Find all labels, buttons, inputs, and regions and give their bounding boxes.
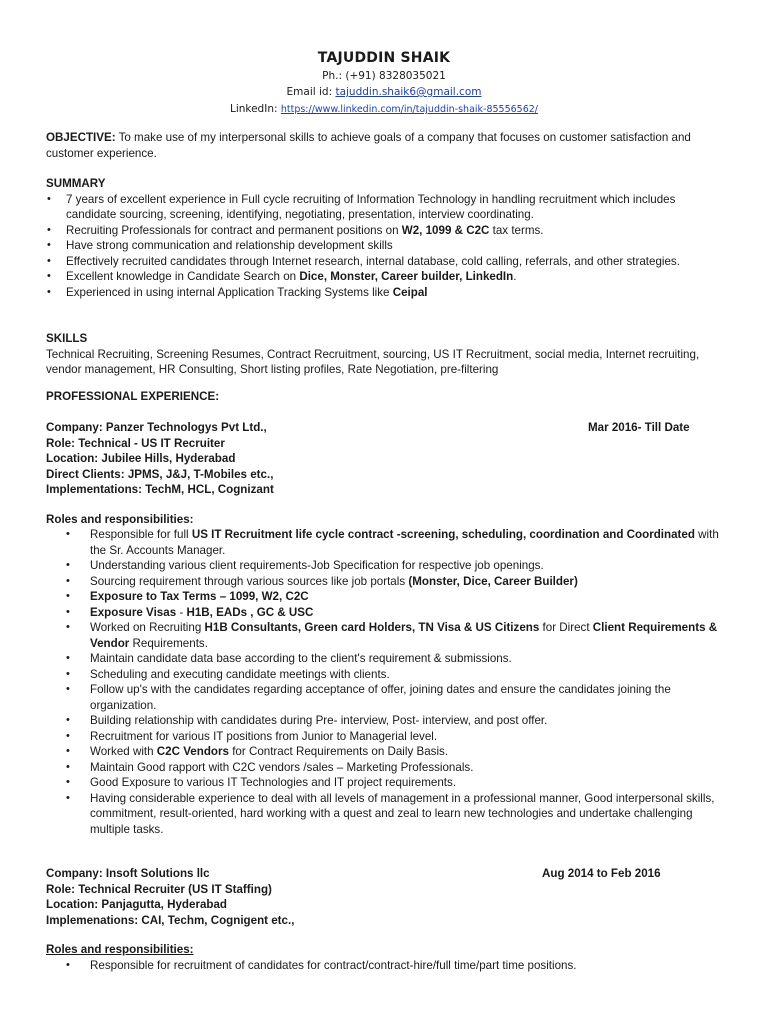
job-2-company-line [46, 866, 726, 882]
item-bold: W2, 1099 & C2C [401, 223, 490, 237]
responsibility-item [46, 958, 726, 974]
item-text: Worked on Recruiting [90, 621, 205, 634]
job-2-location: Location: Panjagutta, Hyderabad [46, 898, 228, 911]
item-bold: Ceipal [392, 285, 428, 299]
job-2-responsibilities [46, 958, 726, 974]
item-text: Requirements. [129, 636, 208, 650]
objective-label: OBJECTIVE: [46, 131, 116, 144]
job-1-clients: Direct Clients: JPMS, J&J, T-Mobiles etc., [46, 467, 274, 481]
responsibility-item [46, 620, 726, 651]
summary-item [46, 285, 726, 301]
item-text: Experienced in using internal Application Tracking Systems like [66, 285, 393, 299]
item-text: Excellent knowledge in Candidate Search on [66, 270, 300, 283]
item-text: Recruitment for various IT positions from Junior to Managerial level. [90, 729, 438, 743]
responsibility-item [46, 589, 726, 605]
responsibility-item [46, 574, 726, 590]
job-1-date: Mar 2016- Till Date [588, 421, 690, 434]
summary-list [46, 192, 726, 301]
item-bold: Exposure to Tax Terms – 1099, W2, C2C [90, 590, 309, 603]
job-1-implementations: Implementations: TechM, HCL, Cognizant [46, 483, 274, 496]
job-1-roles-heading: Roles and responsibilities: [46, 512, 194, 526]
item-text: 7 years of excellent experience in Full cycle recruiting of Information Technology in handling recruitment which includes candidate sourcing, screening, identifying, negotiating, presentation, interview coordinating. [66, 192, 676, 221]
email-link[interactable]: tajuddin.shaik6@gmail.com [335, 86, 482, 98]
summary-section [46, 176, 726, 300]
experience-heading [46, 389, 726, 405]
item-text: - [176, 605, 187, 619]
item-text: Have strong communication and relationship development skills [66, 239, 393, 252]
job-2-date: Aug 2014 to Feb 2016 [542, 867, 661, 880]
job-2-roles-heading: Roles and responsibilities: [46, 943, 194, 956]
item-bold: C2C Vendors [156, 745, 229, 758]
objective-section [46, 130, 726, 161]
item-text: Good Exposure to various IT Technologies and IT project requirements. [90, 776, 457, 789]
item-text: Recruiting Professionals for contract and permanent positions on [66, 223, 402, 237]
item-text: Responsible for full [90, 528, 192, 541]
item-bold: Exposure Visas [90, 605, 177, 619]
responsibility-item [46, 791, 726, 838]
linkedin-line [0, 103, 768, 115]
job-1-location: Location: Jubilee Hills, Hyderabad [46, 452, 236, 465]
item-bold: H1B Consultants, Green card Holders, TN Visa & US Citizens [204, 621, 540, 634]
job-1-company-line [46, 420, 726, 436]
item-text: Understanding various client requirements-Job Specification for respective job openings. [90, 559, 544, 572]
responsibility-item [46, 527, 726, 558]
responsibility-item [46, 682, 726, 713]
skills-text: Technical Recruiting, Screening Resumes, Contract Recruitment, sourcing, US IT Recruitment, social media, Internet recruiting, vendor management, HR Consulting, Short listing profiles, Rate Negotiation, pre-filtering [46, 347, 700, 376]
item-text: Effectively recruited candidates through Internet research, internal database, cold calling, referrals, and other strategies. [66, 254, 680, 268]
objective-text: To make use of my interpersonal skills to achieve goals of a company that focuses on customer satisfaction and customer experience. [46, 131, 691, 160]
item-bold: Dice, Monster, Career builder, LinkedIn [299, 270, 514, 283]
responsibility-item [46, 760, 726, 776]
item-bold: H1B, EADs , GC & USC [186, 605, 314, 619]
item-bold: US IT Recruitment life cycle contract -screening, scheduling, coordination and Coordinated [191, 528, 695, 541]
job-2-implementations: Implemenations: CAI, Techm, Cognigent etc., [46, 913, 295, 927]
summary-heading: SUMMARY [46, 177, 106, 190]
linkedin-link[interactable]: https://www.linkedin.com/in/tajuddin-shaik-85556562/ [280, 104, 539, 115]
item-bold: Client Requirements & Vendor [90, 621, 718, 650]
responsibility-item [46, 651, 726, 667]
phone-label: Ph.: [322, 70, 346, 82]
item-text: Worked with [90, 745, 157, 758]
item-text: Responsible for recruitment of candidates for contract/contract-hire/full time/part time positions. [90, 958, 577, 972]
summary-item [46, 254, 726, 270]
skills-heading: SKILLS [46, 332, 88, 345]
skills-section [46, 331, 726, 378]
responsibility-item [46, 775, 726, 791]
item-text: Maintain candidate data base according to the client's requirement & submissions. [90, 652, 512, 665]
responsibility-item [46, 558, 726, 574]
item-text: Maintain Good rapport with C2C vendors /sales – Marketing Professionals. [90, 760, 474, 774]
job-1-role: Role: Technical - US IT Recruiter [46, 436, 225, 450]
item-text: Scheduling and executing candidate meetings with clients. [90, 667, 390, 681]
phone-line [0, 70, 768, 82]
job-2 [46, 866, 726, 973]
item-text: Building relationship with candidates during Pre- interview, Post- interview, and post offer. [90, 714, 548, 727]
job-2-company: Company: Insoft Solutions llc [46, 867, 210, 880]
job-2-role: Role: Technical Recruiter (US IT Staffing) [46, 882, 272, 896]
responsibility-item [46, 667, 726, 683]
responsibility-item [46, 744, 726, 760]
item-text: for Contract Requirements on Daily Basis. [228, 745, 449, 758]
email-line [0, 86, 768, 98]
summary-item [46, 192, 726, 223]
summary-item [46, 269, 726, 285]
job-1-responsibilities [46, 527, 726, 837]
job-1-company: Company: Panzer Technologys Pvt Ltd., [46, 421, 267, 434]
responsibility-item [46, 729, 726, 745]
experience-heading-text: PROFESSIONAL EXPERIENCE: [46, 390, 220, 403]
responsibility-item [46, 713, 726, 729]
item-text: tax terms. [489, 223, 544, 237]
email-label: Email id: [286, 86, 336, 98]
item-text: for Direct [539, 621, 593, 634]
summary-item [46, 223, 726, 239]
item-text: Having considerable experience to deal with all levels of management in a professional manner, Good interpersonal skills, commitment, result-oriented, hard working with a quest and zeal to learn new technologies and undertake challenging multiple tasks. [90, 791, 715, 836]
job-1 [46, 420, 726, 837]
item-text: with the Sr. Accounts Manager. [90, 528, 719, 557]
item-text: Follow up's with the candidates regarding acceptance of offer, joining dates and ensure the candidates joining the organization. [90, 683, 671, 712]
summary-item [46, 238, 726, 254]
item-bold: (Monster, Dice, Career Builder) [408, 574, 578, 588]
item-text: Sourcing requirement through various sources like job portals [90, 574, 409, 588]
linkedin-label: LinkedIn: [229, 103, 281, 115]
candidate-name: TAJUDDIN SHAIK [317, 50, 451, 66]
responsibility-item [46, 605, 726, 621]
phone-number: (+91) 8328035021 [345, 70, 446, 82]
item-text: . [513, 270, 517, 283]
